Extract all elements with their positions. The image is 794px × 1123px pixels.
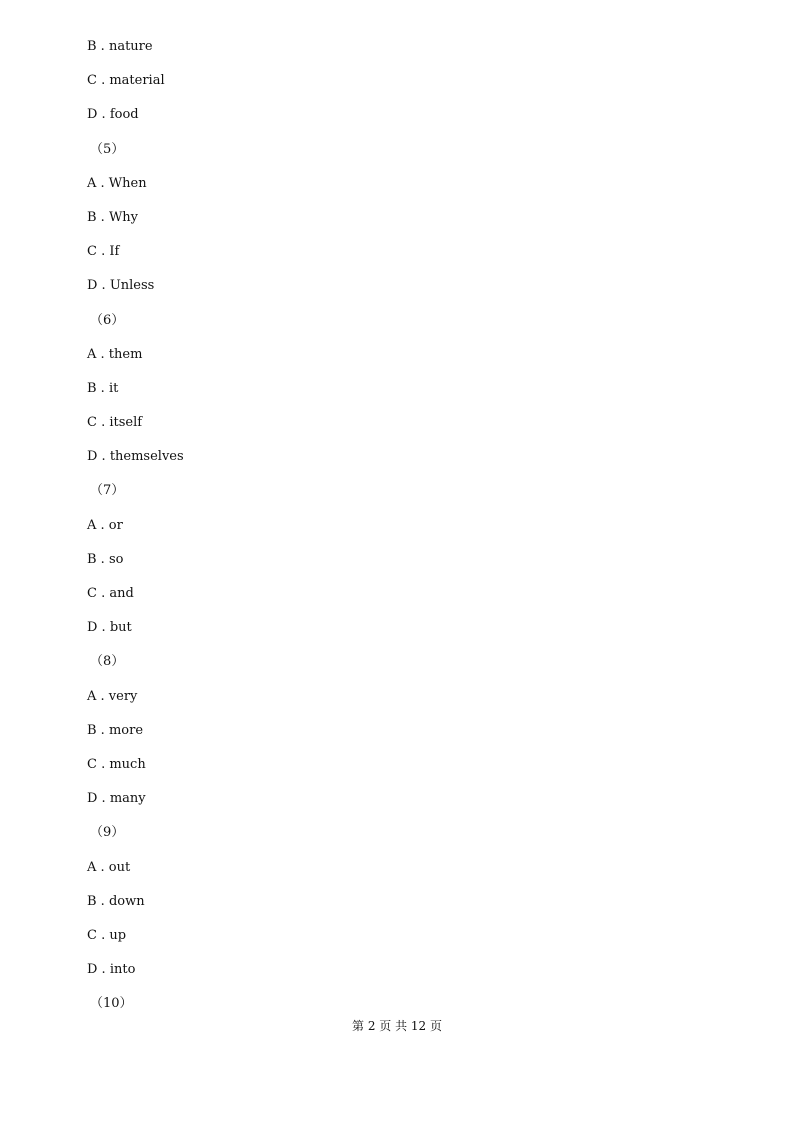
answer-option: D . but: [87, 620, 132, 636]
answer-option: C . up: [87, 927, 127, 943]
answer-option: D . food: [87, 107, 139, 123]
answer-option: D . many: [87, 791, 146, 807]
question-number: （5）: [90, 141, 125, 157]
answer-option: D . into: [87, 962, 136, 978]
question-options-list: [87, 38, 707, 1029]
answer-option: B . Why: [87, 209, 139, 225]
question-number: （6）: [90, 312, 125, 328]
answer-option: B . more: [87, 722, 144, 738]
answer-option: C . material: [87, 73, 165, 89]
answer-option: B . nature: [87, 39, 153, 54]
answer-option: A . very: [87, 688, 138, 704]
answer-option: A . out: [87, 859, 131, 875]
answer-option: D . Unless: [87, 278, 155, 294]
answer-option: D . themselves: [87, 449, 184, 465]
question-number: （10）: [90, 996, 133, 1012]
answer-option: A . or: [87, 517, 123, 533]
question-number: （7）: [90, 483, 125, 499]
answer-option: C . If: [87, 244, 120, 260]
answer-option: A . When: [87, 175, 147, 191]
answer-option: B . down: [87, 893, 145, 909]
answer-option: C . and: [87, 586, 134, 601]
answer-option: B . it: [87, 380, 119, 396]
question-number: （8）: [90, 654, 125, 670]
answer-option: A . them: [87, 346, 143, 362]
question-number: （9）: [90, 825, 125, 841]
answer-option: B . so: [87, 551, 124, 567]
answer-option: C . itself: [87, 415, 143, 431]
answer-option: C . much: [87, 756, 146, 772]
page-footer: 第 2 页 共 12 页: [352, 1019, 442, 1033]
